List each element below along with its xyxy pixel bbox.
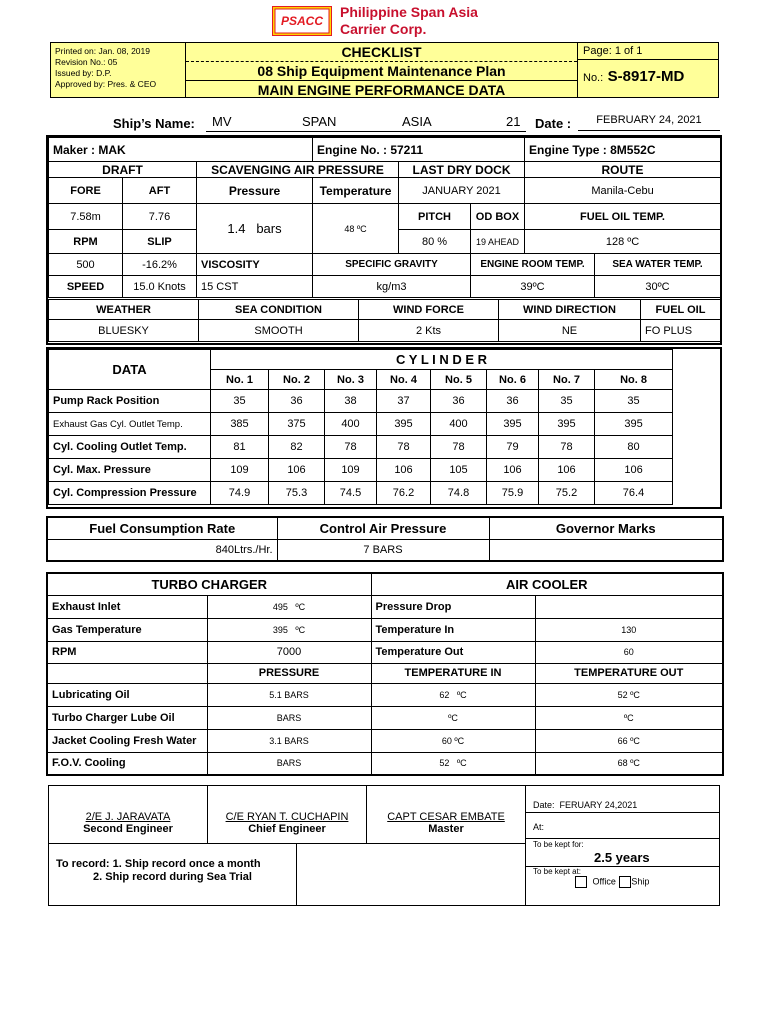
revision-no: Revision No.: 05 <box>55 57 118 67</box>
office-checkbox[interactable] <box>575 876 587 888</box>
record-line-2: 2. Ship record during Sea Trial <box>93 871 252 883</box>
cylinder-title: C Y L I N D E R <box>211 350 673 370</box>
engine-no: Engine No. : 57211 <box>313 138 525 162</box>
temp-in-value: 60 <box>441 735 452 746</box>
sign-date <box>533 800 637 810</box>
degree-unit: ºC <box>630 758 640 769</box>
scav-pressure-unit: bars <box>256 221 282 236</box>
ship-name-part-4: 21 <box>506 114 521 129</box>
temp-out-value: 66 <box>617 735 628 746</box>
cell: 82 <box>269 436 325 459</box>
cell: 74.5 <box>325 482 377 505</box>
governor-value <box>489 539 723 561</box>
cell: 35 <box>211 390 269 413</box>
viscosity-value: 15 CST <box>197 276 313 298</box>
ship-checkbox[interactable] <box>619 876 631 888</box>
table-row <box>49 459 673 482</box>
table-row <box>47 706 723 729</box>
fuel-oil-value: FO PLUS <box>641 320 721 342</box>
cylinder-table <box>48 349 673 505</box>
consumption-table <box>46 516 724 562</box>
temp-out-label: Temperature Out <box>371 641 535 663</box>
row-label: Turbo Charger Lube Oil <box>47 706 207 729</box>
signature-divider-h <box>48 843 525 844</box>
maker: Maker : MAK <box>49 138 313 162</box>
degree-unit: ºC <box>448 712 458 723</box>
temperature-label: Temperature <box>313 178 399 204</box>
cyl-header-2: No. 2 <box>269 370 325 390</box>
cell: 80 <box>595 436 673 459</box>
page-box <box>577 42 719 60</box>
speed-label: SPEED <box>49 276 123 298</box>
speed-value: 15.0 Knots <box>123 276 197 298</box>
cell: 106 <box>487 459 539 482</box>
cell: 36 <box>269 390 325 413</box>
chief-engineer-name: C/E RYAN T. CUCHAPIN <box>225 811 349 823</box>
engine-info-table <box>48 137 721 298</box>
fore-label: FORE <box>49 178 123 204</box>
sign-date-underline <box>526 812 719 813</box>
cell: 75.2 <box>539 482 595 505</box>
master-name: CAPT CESAR EMBATE <box>387 811 505 823</box>
pressure-drop-label: Pressure Drop <box>371 595 535 618</box>
cyl-header-7: No. 7 <box>539 370 595 390</box>
pressure-cell: 3.1 BARS <box>207 729 371 752</box>
specific-gravity-label: SPECIFIC GRAVITY <box>313 254 471 276</box>
logo-text: PSACC <box>280 14 323 28</box>
wind-force-value: 2 Kts <box>359 320 499 342</box>
exhaust-inlet-cell <box>207 595 371 618</box>
wind-direction-value: NE <box>499 320 641 342</box>
cyl-header-8: No. 8 <box>595 370 673 390</box>
exhaust-inlet-value: 495 <box>272 601 288 612</box>
data-label: DATA <box>49 350 211 390</box>
kept-at-options <box>572 876 649 888</box>
doc-no-label: No.: <box>583 72 604 84</box>
aft-label: AFT <box>123 178 197 204</box>
engine-room-temp-value: 39ºC <box>471 276 595 298</box>
temp-in-value: 52 <box>439 758 450 769</box>
title-sub: MAIN ENGINE PERFORMANCE DATA <box>257 82 506 98</box>
row-label: Cyl. Compression Pressure <box>49 482 211 505</box>
degree-unit: ºC <box>623 712 634 723</box>
temp-out-value: 52 <box>617 689 628 700</box>
air-cooler-title: AIR COOLER <box>371 573 723 595</box>
wind-direction-label: WIND DIRECTION <box>499 300 641 320</box>
table-row <box>49 482 673 505</box>
turbo-table <box>46 572 724 776</box>
od-box-value: 19 AHEAD <box>471 230 525 254</box>
scav-temp-value: 48 ºC <box>313 204 399 254</box>
temp-in-cell <box>371 683 535 706</box>
exhaust-inlet-label: Exhaust Inlet <box>47 595 207 618</box>
temp-out-value: 68 <box>617 758 628 769</box>
degree-unit: ºC <box>456 689 467 700</box>
specific-gravity-value: kg/m3 <box>313 276 471 298</box>
gas-temp-cell <box>207 618 371 641</box>
cell: 37 <box>377 390 431 413</box>
fore-value: 7.58m <box>49 204 123 230</box>
ship-name-field <box>206 114 526 132</box>
temp-in-value: 62 <box>439 689 450 700</box>
ship-name-part-2: SPAN <box>302 114 337 129</box>
viscosity-label: VISCOSITY <box>197 254 313 276</box>
governor-label: Governor Marks <box>489 517 723 539</box>
record-note <box>56 858 261 884</box>
od-box-label: OD BOX <box>471 204 525 230</box>
issued-by: Issued by: D.P. <box>55 68 112 78</box>
approved-by: Approved by: Pres. & CEO <box>55 79 157 89</box>
ship-name-label: Ship’s Name: <box>113 116 195 131</box>
cell: 75.3 <box>269 482 325 505</box>
temp-out-cell <box>535 729 723 752</box>
sea-condition-label: SEA CONDITION <box>199 300 359 320</box>
row-label: Jacket Cooling Fresh Water <box>47 729 207 752</box>
company-name-line1: Philippine Span Asia <box>340 4 478 20</box>
temp-out-value: 60 <box>535 641 723 663</box>
rpm-label: RPM <box>49 230 123 254</box>
table-row <box>49 413 673 436</box>
fuel-oil-label: FUEL OIL <box>641 300 721 320</box>
degree-unit: ºC <box>630 689 640 700</box>
date-label: Date : <box>535 116 572 131</box>
row-label: F.O.V. Cooling <box>47 752 207 775</box>
pressure-cell: 5.1 BARS <box>207 683 371 706</box>
table-row <box>47 729 723 752</box>
cell: 109 <box>325 459 377 482</box>
sea-condition-value: SMOOTH <box>199 320 359 342</box>
company-name <box>340 4 478 38</box>
cell: 395 <box>377 413 431 436</box>
title-checklist: CHECKLIST <box>186 43 577 62</box>
title-box <box>185 42 578 98</box>
col-temp-in-header: TEMPERATURE IN <box>371 663 535 683</box>
temp-in-cell <box>371 752 535 775</box>
cell: 78 <box>431 436 487 459</box>
turbo-rpm-value: 7000 <box>207 641 371 663</box>
cell: 79 <box>487 436 539 459</box>
table-row <box>47 683 723 706</box>
engine-room-temp-label: ENGINE ROOM TEMP. <box>471 254 595 276</box>
turbo-rpm-label: RPM <box>47 641 207 663</box>
record-line-1: To record: 1. Ship record once a month <box>56 858 261 870</box>
printed-on: Printed on: Jan. 08, 2019 <box>55 46 150 56</box>
cell: 395 <box>487 413 539 436</box>
degree-unit: ºC <box>295 601 306 612</box>
cyl-header-1: No. 1 <box>211 370 269 390</box>
second-engineer-title: Second Engineer <box>83 823 173 835</box>
pitch-label: PITCH <box>399 204 471 230</box>
pressure-drop-value <box>535 595 723 618</box>
cell: 106 <box>269 459 325 482</box>
wind-force-label: WIND FORCE <box>359 300 499 320</box>
cell: 375 <box>269 413 325 436</box>
aft-value: 7.76 <box>123 204 197 230</box>
col-pressure-header: PRESSURE <box>207 663 371 683</box>
fuel-rate-label: Fuel Consumption Rate <box>47 517 277 539</box>
cell: 385 <box>211 413 269 436</box>
gas-temp-label: Gas Temperature <box>47 618 207 641</box>
cell: 75.9 <box>487 482 539 505</box>
signature-divider-3 <box>296 843 297 906</box>
cell: 36 <box>431 390 487 413</box>
cell: 78 <box>377 436 431 459</box>
cell: 36 <box>487 390 539 413</box>
cell: 76.2 <box>377 482 431 505</box>
sign-at-underline <box>526 838 719 839</box>
scav-header: SCAVENGING AIR PRESSURE <box>197 162 399 178</box>
gas-temp-value: 395 <box>272 624 288 635</box>
cell: 81 <box>211 436 269 459</box>
col-temp-out-header: TEMPERATURE OUT <box>535 663 723 683</box>
sign-date-label: Date: <box>533 800 555 810</box>
blank-header-cell <box>47 663 207 683</box>
cyl-header-4: No. 4 <box>377 370 431 390</box>
row-label: Cyl. Max. Pressure <box>49 459 211 482</box>
temp-in-cell <box>371 729 535 752</box>
company-name-line2: Carrier Corp. <box>340 21 427 37</box>
fuel-rate-value: 840Ltrs./Hr. <box>47 539 277 561</box>
title-plan: 08 Ship Equipment Maintenance Plan <box>186 62 577 81</box>
sea-water-temp-value: 30ºC <box>595 276 721 298</box>
cell: 395 <box>595 413 673 436</box>
weather-value: BLUESKY <box>49 320 199 342</box>
chief-engineer-title: Chief Engineer <box>248 823 326 835</box>
cell: 106 <box>377 459 431 482</box>
cyl-header-3: No. 3 <box>325 370 377 390</box>
cell: 78 <box>325 436 377 459</box>
draft-header: DRAFT <box>49 162 197 178</box>
row-label: Cyl. Cooling Outlet Temp. <box>49 436 211 459</box>
page-value: 1 of 1 <box>614 45 643 57</box>
rpm-value: 500 <box>49 254 123 276</box>
cell: 106 <box>539 459 595 482</box>
date-field: FEBRUARY 24, 2021 <box>578 114 720 131</box>
table-row <box>47 752 723 775</box>
second-engineer-block <box>50 811 206 835</box>
table-row <box>49 390 673 413</box>
cell: 395 <box>539 413 595 436</box>
cell: 109 <box>211 459 269 482</box>
degree-unit: ºC <box>295 624 306 635</box>
ship-name-part-3: ASIA <box>402 114 432 129</box>
pressure-cell: BARS <box>207 752 371 775</box>
last-dry-dock-header: LAST DRY DOCK <box>399 162 525 178</box>
slip-label: SLIP <box>123 230 197 254</box>
temp-in-label: Temperature In <box>371 618 535 641</box>
cell: 74.8 <box>431 482 487 505</box>
pressure-label: Pressure <box>197 178 313 204</box>
degree-unit: ºC <box>454 735 465 746</box>
cell: 78 <box>539 436 595 459</box>
sign-date-value: FERUARY 24,2021 <box>559 800 638 810</box>
cell: 106 <box>595 459 673 482</box>
degree-unit: ºC <box>630 735 640 746</box>
engine-type: Engine Type : 8M552C <box>525 138 721 162</box>
cell: 105 <box>431 459 487 482</box>
office-label: Office <box>592 876 616 887</box>
cyl-header-6: No. 6 <box>487 370 539 390</box>
weather-table <box>48 299 721 342</box>
chief-engineer-block <box>208 811 366 835</box>
ship-name-part-1: MV <box>212 114 232 129</box>
temp-out-cell <box>535 683 723 706</box>
cell: 76.4 <box>595 482 673 505</box>
pressure-cell: BARS <box>207 706 371 729</box>
doc-info-box <box>50 42 186 98</box>
table-row <box>49 436 673 459</box>
pitch-value: 80 % <box>399 230 471 254</box>
doc-number-box <box>577 59 719 98</box>
ship-label: Ship <box>631 876 650 887</box>
fuel-oil-temp-label: FUEL OIL TEMP. <box>525 204 721 230</box>
control-air-label: Control Air Pressure <box>277 517 489 539</box>
signature-divider-4 <box>525 785 526 906</box>
row-label: Pump Rack Position <box>49 390 211 413</box>
kept-for-value: 2.5 years <box>594 850 650 865</box>
temp-in-value: 130 <box>535 618 723 641</box>
turbo-title: TURBO CHARGER <box>47 573 371 595</box>
slip-value: -16.2% <box>123 254 197 276</box>
weather-label: WEATHER <box>49 300 199 320</box>
cell: 35 <box>595 390 673 413</box>
scav-pressure-cell <box>197 204 313 254</box>
row-label: Exhaust Gas Cyl. Outlet Temp. <box>49 413 211 436</box>
route-header: ROUTE <box>525 162 721 178</box>
row-label: Lubricating Oil <box>47 683 207 706</box>
kept-at-label: To be kept at: <box>533 867 582 876</box>
cyl-header-5: No. 5 <box>431 370 487 390</box>
fuel-oil-temp-value: 128 ºC <box>525 230 721 254</box>
cell: 35 <box>539 390 595 413</box>
temp-out-cell <box>535 752 723 775</box>
cell: 38 <box>325 390 377 413</box>
route-value: Manila-Cebu <box>525 178 721 204</box>
sign-at-label: At: <box>533 822 545 832</box>
temp-out-cell <box>535 706 723 729</box>
doc-no-value: S-8917-MD <box>607 68 685 85</box>
master-block <box>367 811 525 835</box>
master-title: Master <box>428 823 464 835</box>
dry-dock-value: JANUARY 2021 <box>399 178 525 204</box>
control-air-value: 7 BARS <box>277 539 489 561</box>
cell: 74.9 <box>211 482 269 505</box>
sea-water-temp-label: SEA WATER TEMP. <box>595 254 721 276</box>
page-label: Page: <box>583 45 612 57</box>
kept-for-label: To be kept for: <box>533 840 584 849</box>
temp-in-cell <box>371 706 535 729</box>
scav-pressure-value: 1.4 <box>227 221 246 236</box>
cell: 400 <box>325 413 377 436</box>
cell: 400 <box>431 413 487 436</box>
second-engineer-name: 2/E J. JARAVATA <box>85 811 171 823</box>
degree-unit: ºC <box>456 758 467 769</box>
company-logo <box>272 6 332 36</box>
